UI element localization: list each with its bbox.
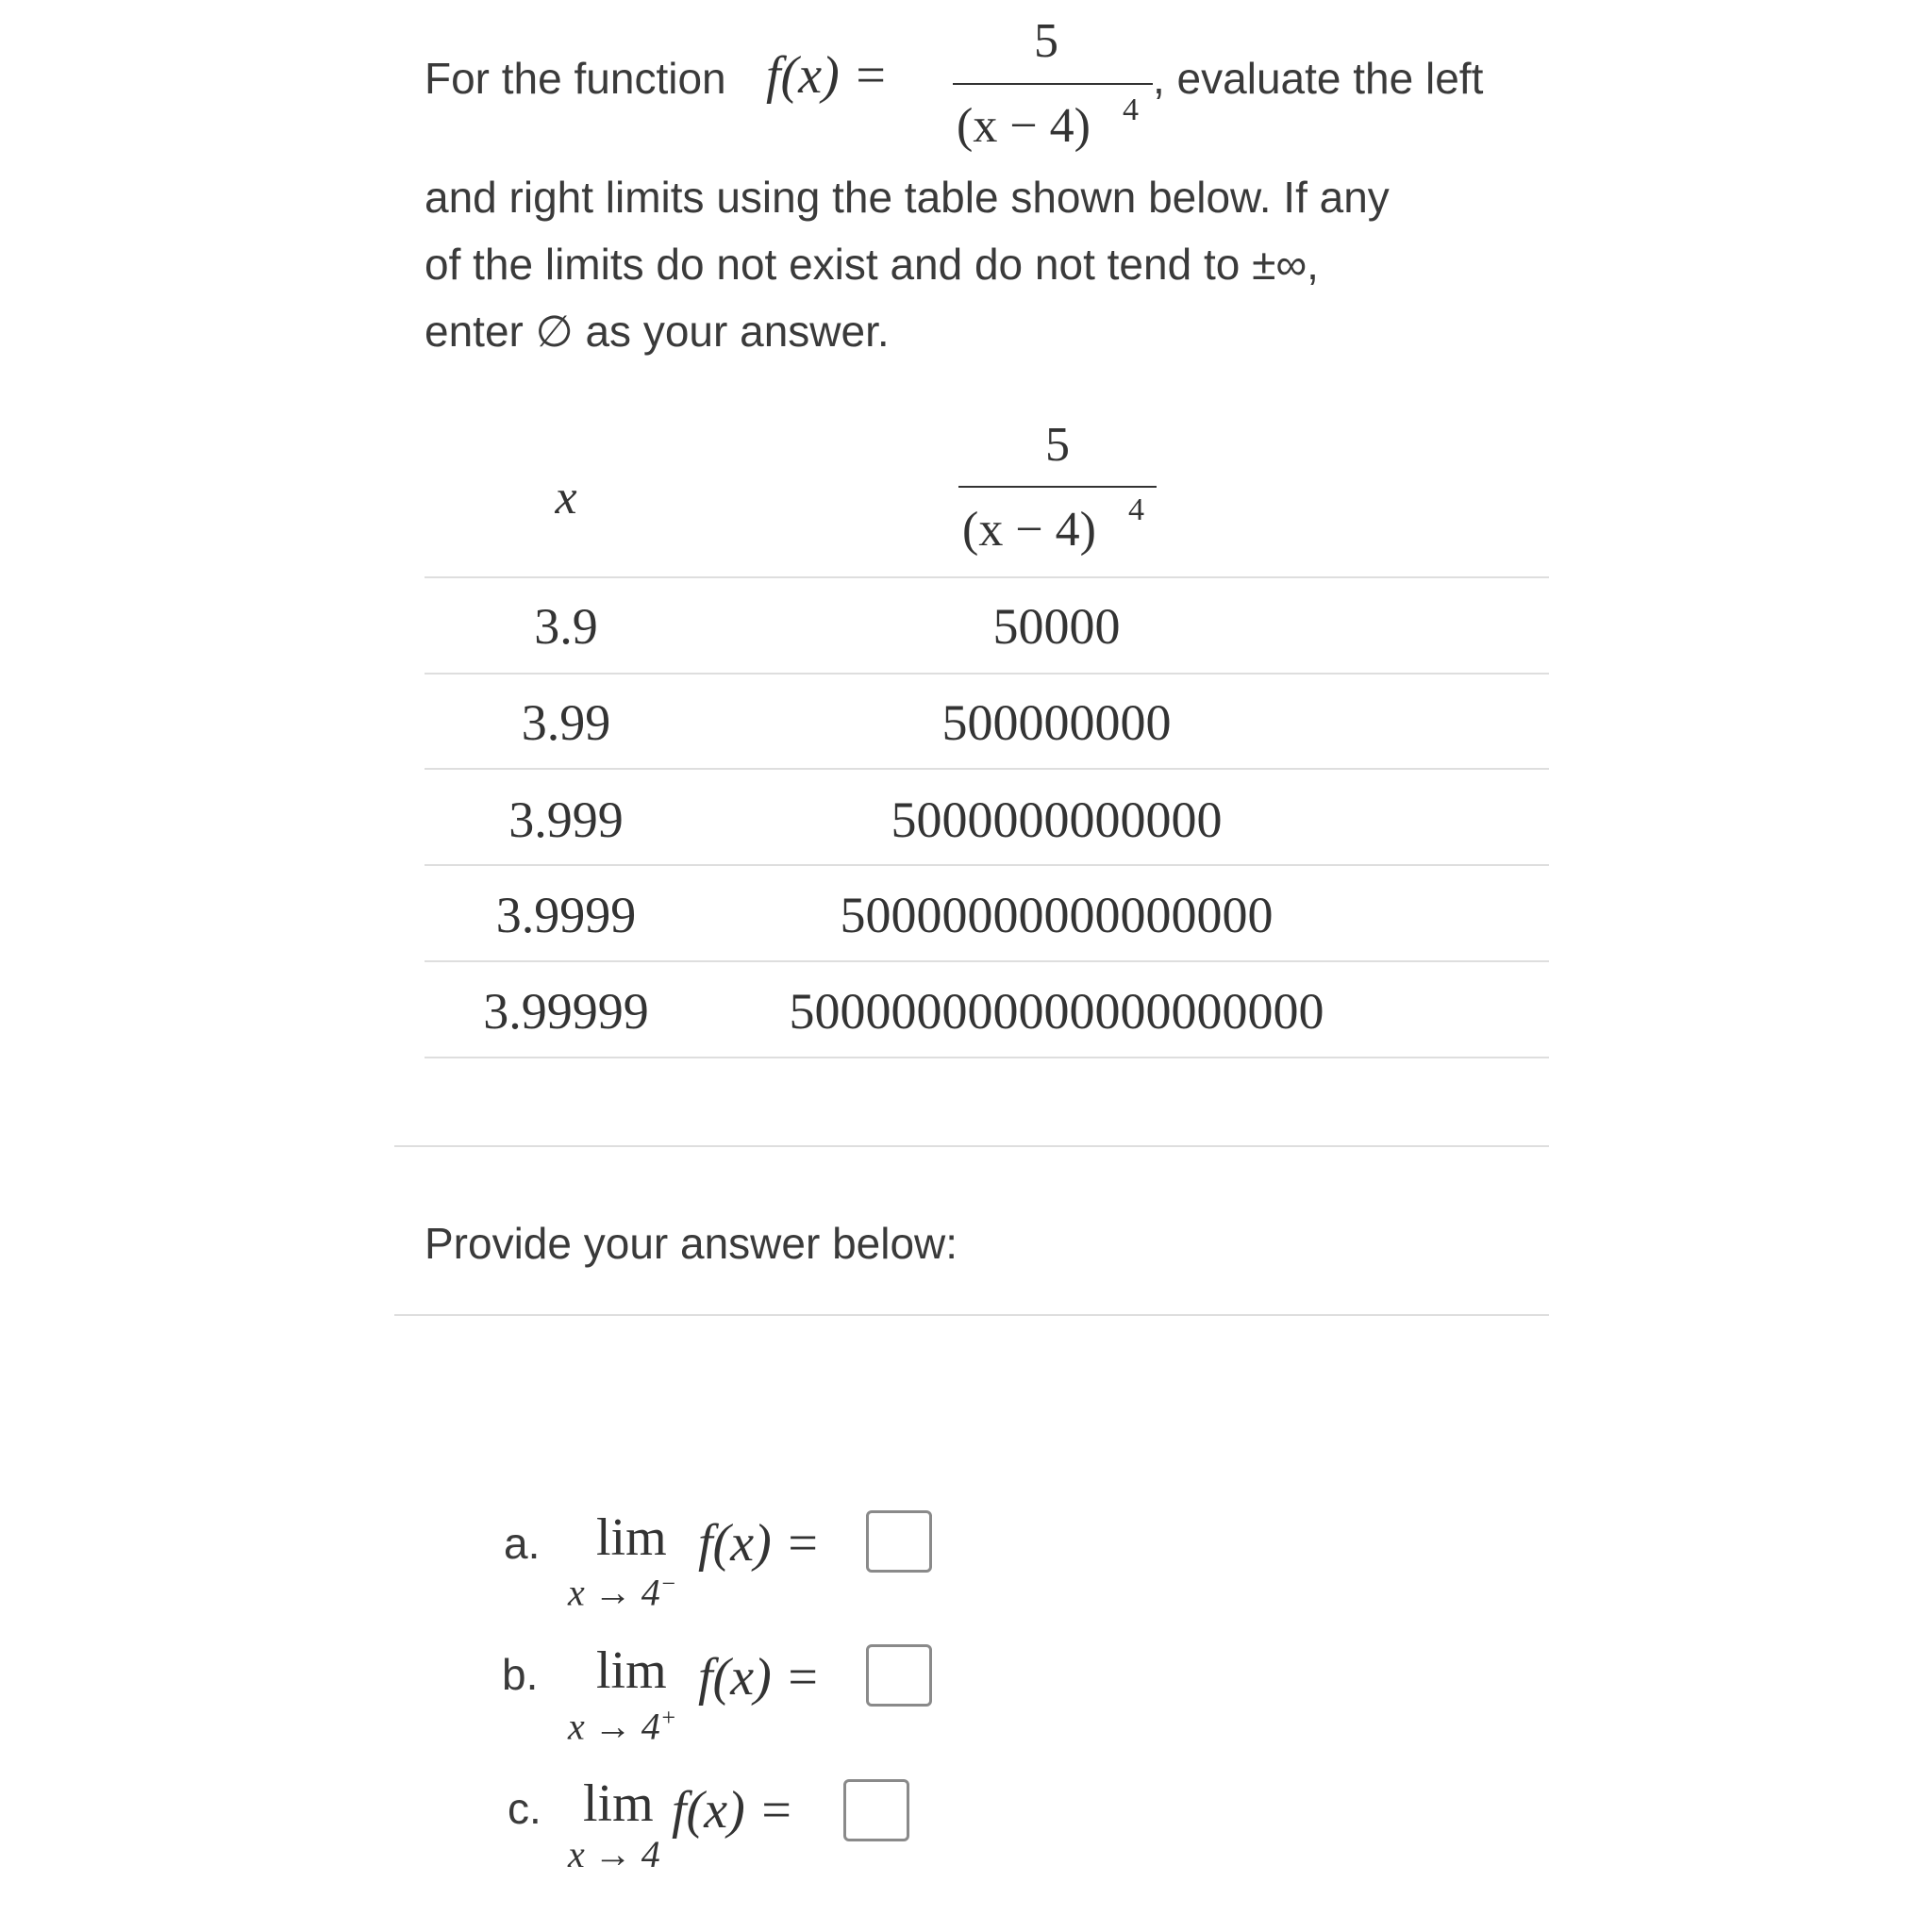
fraction-exponent: 4 [1123,92,1139,127]
lim-label: lim [596,1641,667,1700]
question-line-2: and right limits using the table shown below. If any [425,173,1390,222]
fraction-denominator [957,99,1091,153]
table-cell-x: 3.99999 [483,983,649,1040]
table-cell-y: 50000000000000000 [840,887,1274,943]
table-divider [425,576,1549,578]
limit-direction: + [659,1704,677,1731]
question-prefix: For the function [425,54,726,103]
question-line-1-prefix [425,54,726,103]
question-line-3: of the limits do not exist and do not tend to ±∞, [425,240,1319,289]
limit-subscript-text: x → 4 [568,1571,660,1614]
item-letter: b. [502,1650,539,1699]
table-cell-x: 3.999 [508,791,624,848]
item-letter: a. [504,1519,541,1568]
section-divider [394,1314,1549,1316]
table-header-numerator: 5 [1045,418,1070,472]
question-line-1-suffix: , evaluate the left [1153,54,1484,103]
table-divider [425,864,1549,866]
lim-label: lim [583,1774,654,1833]
table-divider [425,1057,1549,1058]
answer-input-b[interactable] [866,1644,932,1707]
limit-expression: f(x) = [698,1514,821,1573]
table-header-denominator: (x − 4) [962,503,1096,557]
answer-heading: Provide your answer below: [425,1219,958,1268]
table-cell-y: 500000000000000000000 [789,983,1324,1040]
table-cell-x: 3.9999 [495,887,637,943]
limit-subscript [568,1570,677,1614]
limit-subscript [568,1704,677,1748]
answer-input-a[interactable] [866,1510,932,1573]
section-divider [394,1145,1549,1147]
limit-expression: f(x) = [672,1781,794,1840]
table-cell-x: 3.99 [521,694,611,751]
table-header-x: x [555,471,577,525]
lim-label: lim [596,1508,667,1567]
fraction-bar [953,83,1153,85]
function-name: f(x) = [766,46,889,105]
table-divider [425,960,1549,962]
table-cell-y: 5000000000000 [891,791,1223,848]
table-divider [425,673,1549,675]
table-header-fraction-bar [958,486,1157,488]
answer-input-c[interactable] [843,1779,909,1841]
table-cell-x: 3.9 [534,598,598,655]
table-cell-y: 50000 [992,598,1121,655]
limit-subscript-text: x → 4 [568,1705,660,1748]
question-line-4: enter ∅ as your answer. [425,307,890,356]
table-header-exponent: 4 [1128,492,1144,527]
item-letter: c. [508,1784,541,1833]
fraction-numerator: 5 [1034,14,1058,68]
table-divider [425,768,1549,770]
limit-subscript-text: x → 4 [568,1833,660,1875]
limit-subscript [568,1833,660,1875]
table-cell-y: 500000000 [941,694,1172,751]
fraction-denominator-base: (x − 4) [957,99,1091,153]
limit-direction: − [659,1570,677,1597]
limit-expression: f(x) = [698,1648,821,1707]
